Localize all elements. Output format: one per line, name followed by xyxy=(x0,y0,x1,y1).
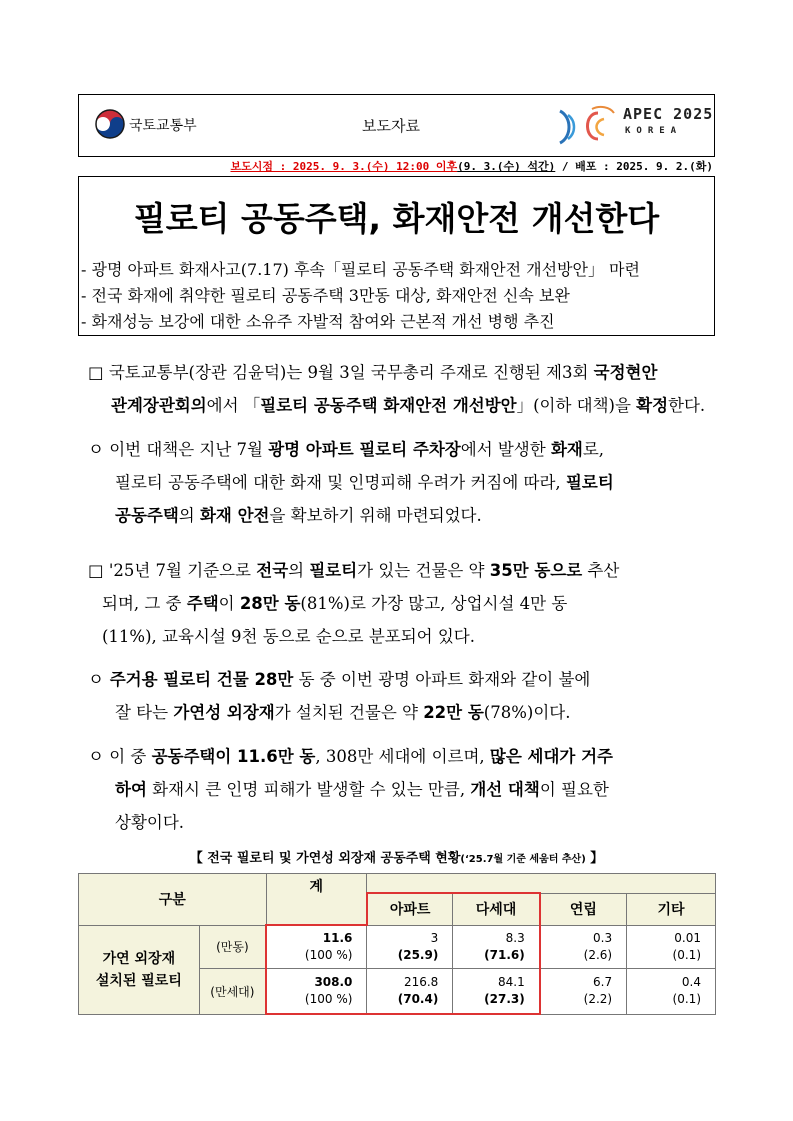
text: 에서 「 xyxy=(206,396,261,415)
header-multiplex: 다세대 xyxy=(453,893,540,925)
release-time: 보도시점 : 2025. 9. 3.(수) 12:00 이후 xyxy=(230,160,458,173)
multiplex-percent: (71.6) xyxy=(484,947,525,962)
text: 국토교통부(장관 김윤덕)는 9월 3일 국무총리 주재로 진행된 제3회 xyxy=(103,363,594,382)
bold-text: 광명 아파트 필로티 주차장 xyxy=(268,440,461,459)
document-type: 보도자료 xyxy=(362,117,420,135)
text: 동 중 이번 광명 아파트 화재와 같이 불에 xyxy=(293,670,591,689)
bold-text: 화재 안전 xyxy=(199,506,270,525)
text: 추산 xyxy=(582,561,620,580)
text: 로, xyxy=(582,440,605,459)
paragraph-4-line-1 xyxy=(88,666,590,690)
statistics-table xyxy=(78,873,716,1015)
bold-text: 많은 세대가 거주 xyxy=(489,747,613,766)
apartment-cell xyxy=(367,968,453,1014)
text: (78%)이다. xyxy=(483,703,571,722)
bold-text: 하여 xyxy=(115,780,147,799)
table-caption xyxy=(0,847,793,866)
bold-text: 관계장관회의 xyxy=(111,396,207,415)
paragraph-5-line-3 xyxy=(115,809,184,833)
header-spacer xyxy=(367,874,716,894)
apartment-percent: (70.4) xyxy=(397,991,439,1006)
text: , 308만 세대에 이르며, xyxy=(315,747,490,766)
apartment-cell xyxy=(367,925,453,968)
multiplex-value: 8.3 xyxy=(505,930,525,945)
circle-bullet: ㅇ xyxy=(88,747,104,766)
bold-text: 개선 대책 xyxy=(470,780,540,799)
paragraph-2-line-2 xyxy=(115,469,614,493)
rowhouse-percent: (2.6) xyxy=(583,947,613,962)
text: (11%), 교육시설 9천 동으로 순으로 분포되어 있다. xyxy=(102,627,475,646)
subtitle-3: - 화재성능 보강에 대한 소유주 자발적 참여와 근본적 개선 병행 추진 xyxy=(81,312,555,331)
circle-bullet: ㅇ xyxy=(88,440,104,459)
text: 필로티 공동주택에 대한 화재 및 인명피해 우려가 커짐에 따라, xyxy=(115,473,566,492)
text: 을 확보하기 위해 마련되었다. xyxy=(269,506,482,525)
text: 상황이다. xyxy=(115,813,185,832)
header-other: 기타 xyxy=(627,893,716,925)
text: 이 필요한 xyxy=(539,780,609,799)
paragraph-4-line-2 xyxy=(115,699,570,723)
rowhouse-value: 6.7 xyxy=(593,975,613,989)
box-bullet: □ xyxy=(88,561,104,580)
bold-text: 필로티 xyxy=(309,561,358,580)
paragraph-3-line-1 xyxy=(88,557,619,581)
total-value: 11.6 xyxy=(322,930,353,945)
total-cell xyxy=(266,968,367,1014)
header-rowhouse: 연립 xyxy=(540,893,627,925)
text: 한다. xyxy=(668,396,706,415)
caption-end: 】 xyxy=(585,851,604,866)
other-cell xyxy=(627,968,716,1014)
text: 의 xyxy=(178,506,200,525)
text: 의 xyxy=(288,561,310,580)
row-label: 가연 외장재 설치된 필로티 xyxy=(79,925,200,1014)
bold-text: 화재 xyxy=(550,440,583,459)
embargo-line xyxy=(230,158,713,174)
apec-logo-icon xyxy=(554,103,620,149)
text: 이번 대책은 지난 7월 xyxy=(103,440,269,459)
rowhouse-cell xyxy=(540,968,627,1014)
other-percent: (0.1) xyxy=(672,992,701,1006)
bold-text: 22만 동 xyxy=(423,703,484,722)
text: 잘 타는 xyxy=(115,703,174,722)
multiplex-cell xyxy=(453,968,540,1014)
header-apartment: 아파트 xyxy=(367,893,453,925)
bold-text: 주거용 필로티 건물 28만 xyxy=(103,670,294,689)
text: 에서 발생한 xyxy=(460,440,551,459)
total-cell xyxy=(266,925,367,968)
multiplex-percent: (27.3) xyxy=(484,991,525,1006)
multiplex-value: 84.1 xyxy=(498,974,525,989)
paragraph-2-line-3 xyxy=(115,502,482,526)
paragraph-3-line-2 xyxy=(102,590,567,614)
multiplex-cell xyxy=(453,925,540,968)
paragraph-1-line-1 xyxy=(88,359,657,383)
text: (81%)로 가장 많고, 상업시설 4만 동 xyxy=(300,594,568,613)
text: 화재시 큰 인명 피해가 발생할 수 있는 만큼, xyxy=(146,780,471,799)
apartment-percent: (25.9) xyxy=(397,947,439,962)
bold-text: 확정 xyxy=(636,396,669,415)
text: 이 중 xyxy=(103,747,152,766)
bold-text: 공동주택 xyxy=(115,506,179,525)
unit-label: (만동) xyxy=(199,925,266,968)
text: 」(이하 대책)을 xyxy=(516,396,637,415)
apartment-value: 216.8 xyxy=(403,974,439,989)
other-value: 0.01 xyxy=(674,930,701,945)
total-value: 308.0 xyxy=(314,974,353,989)
header-category: 구분 xyxy=(79,874,267,926)
other-percent: (0.1) xyxy=(672,947,701,962)
distribution-date: / 배포 : 2025. 9. 2.(화) xyxy=(555,160,713,173)
subtitle-2: - 전국 화재에 취약한 필로티 공동주택 3만동 대상, 화재안전 신속 보완 xyxy=(81,286,570,305)
rowhouse-percent: (2.2) xyxy=(583,992,613,1006)
text: 가 설치된 건물은 약 xyxy=(274,703,424,722)
unit-label: (만세대) xyxy=(199,968,266,1014)
apec-title: APEC 2025 xyxy=(623,105,714,123)
ministry-name: 국토교통부 xyxy=(129,118,197,134)
bold-text: 필로티 공동주택 화재안전 개선방안 xyxy=(260,396,517,415)
text: '25년 7월 기준으로 xyxy=(103,561,257,580)
table-row xyxy=(79,925,716,968)
title-box xyxy=(78,176,715,336)
bold-text: 필로티 xyxy=(565,473,614,492)
text: 되며, 그 중 xyxy=(102,594,187,613)
total-percent: (100 %) xyxy=(304,947,353,962)
text: 가 있는 건물은 약 xyxy=(357,561,490,580)
bold-text: 가연성 외장재 xyxy=(173,703,275,722)
apec-subtitle: KOREA xyxy=(625,126,683,136)
total-percent: (100 %) xyxy=(304,991,353,1006)
page-title: 필로티 공동주택, 화재안전 개선한다 xyxy=(133,199,660,238)
subtitle-1: - 광명 아파트 화재사고(7.17) 후속「필로티 공동주택 화재안전 개선방안」 마련 xyxy=(81,260,640,279)
rowhouse-value: 0.3 xyxy=(593,930,613,945)
caption-source: (‘25.7월 기준 세움터 추산) xyxy=(460,854,586,865)
text: 이 xyxy=(218,594,240,613)
paragraph-5-line-2 xyxy=(115,776,609,800)
header-total: 계 xyxy=(266,874,367,926)
other-value: 0.4 xyxy=(681,975,701,989)
caption-text: 【 전국 필로티 및 가연성 외장재 공동주택 현황 xyxy=(189,851,461,866)
box-bullet: □ xyxy=(88,363,104,382)
paragraph-3-line-3 xyxy=(102,623,475,647)
bold-text: 35만 동으로 xyxy=(489,561,583,580)
apartment-value: 3 xyxy=(430,930,439,945)
rowhouse-cell xyxy=(540,925,627,968)
bold-text: 공동주택이 11.6만 동 xyxy=(151,747,316,766)
evening-edition: (9. 3.(수) 석간) xyxy=(457,160,556,173)
paragraph-5-line-1 xyxy=(88,743,613,767)
other-cell xyxy=(627,925,716,968)
bold-text: 28만 동 xyxy=(239,594,301,613)
paragraph-2-line-1 xyxy=(88,436,604,460)
bold-text: 전국 xyxy=(256,561,289,580)
bold-text: 주택 xyxy=(186,594,219,613)
circle-bullet: ㅇ xyxy=(88,670,104,689)
paragraph-1-line-2 xyxy=(111,392,705,416)
government-emblem-icon xyxy=(95,109,125,139)
bold-text: 국정현안 xyxy=(593,363,658,382)
press-release-header xyxy=(78,94,715,157)
